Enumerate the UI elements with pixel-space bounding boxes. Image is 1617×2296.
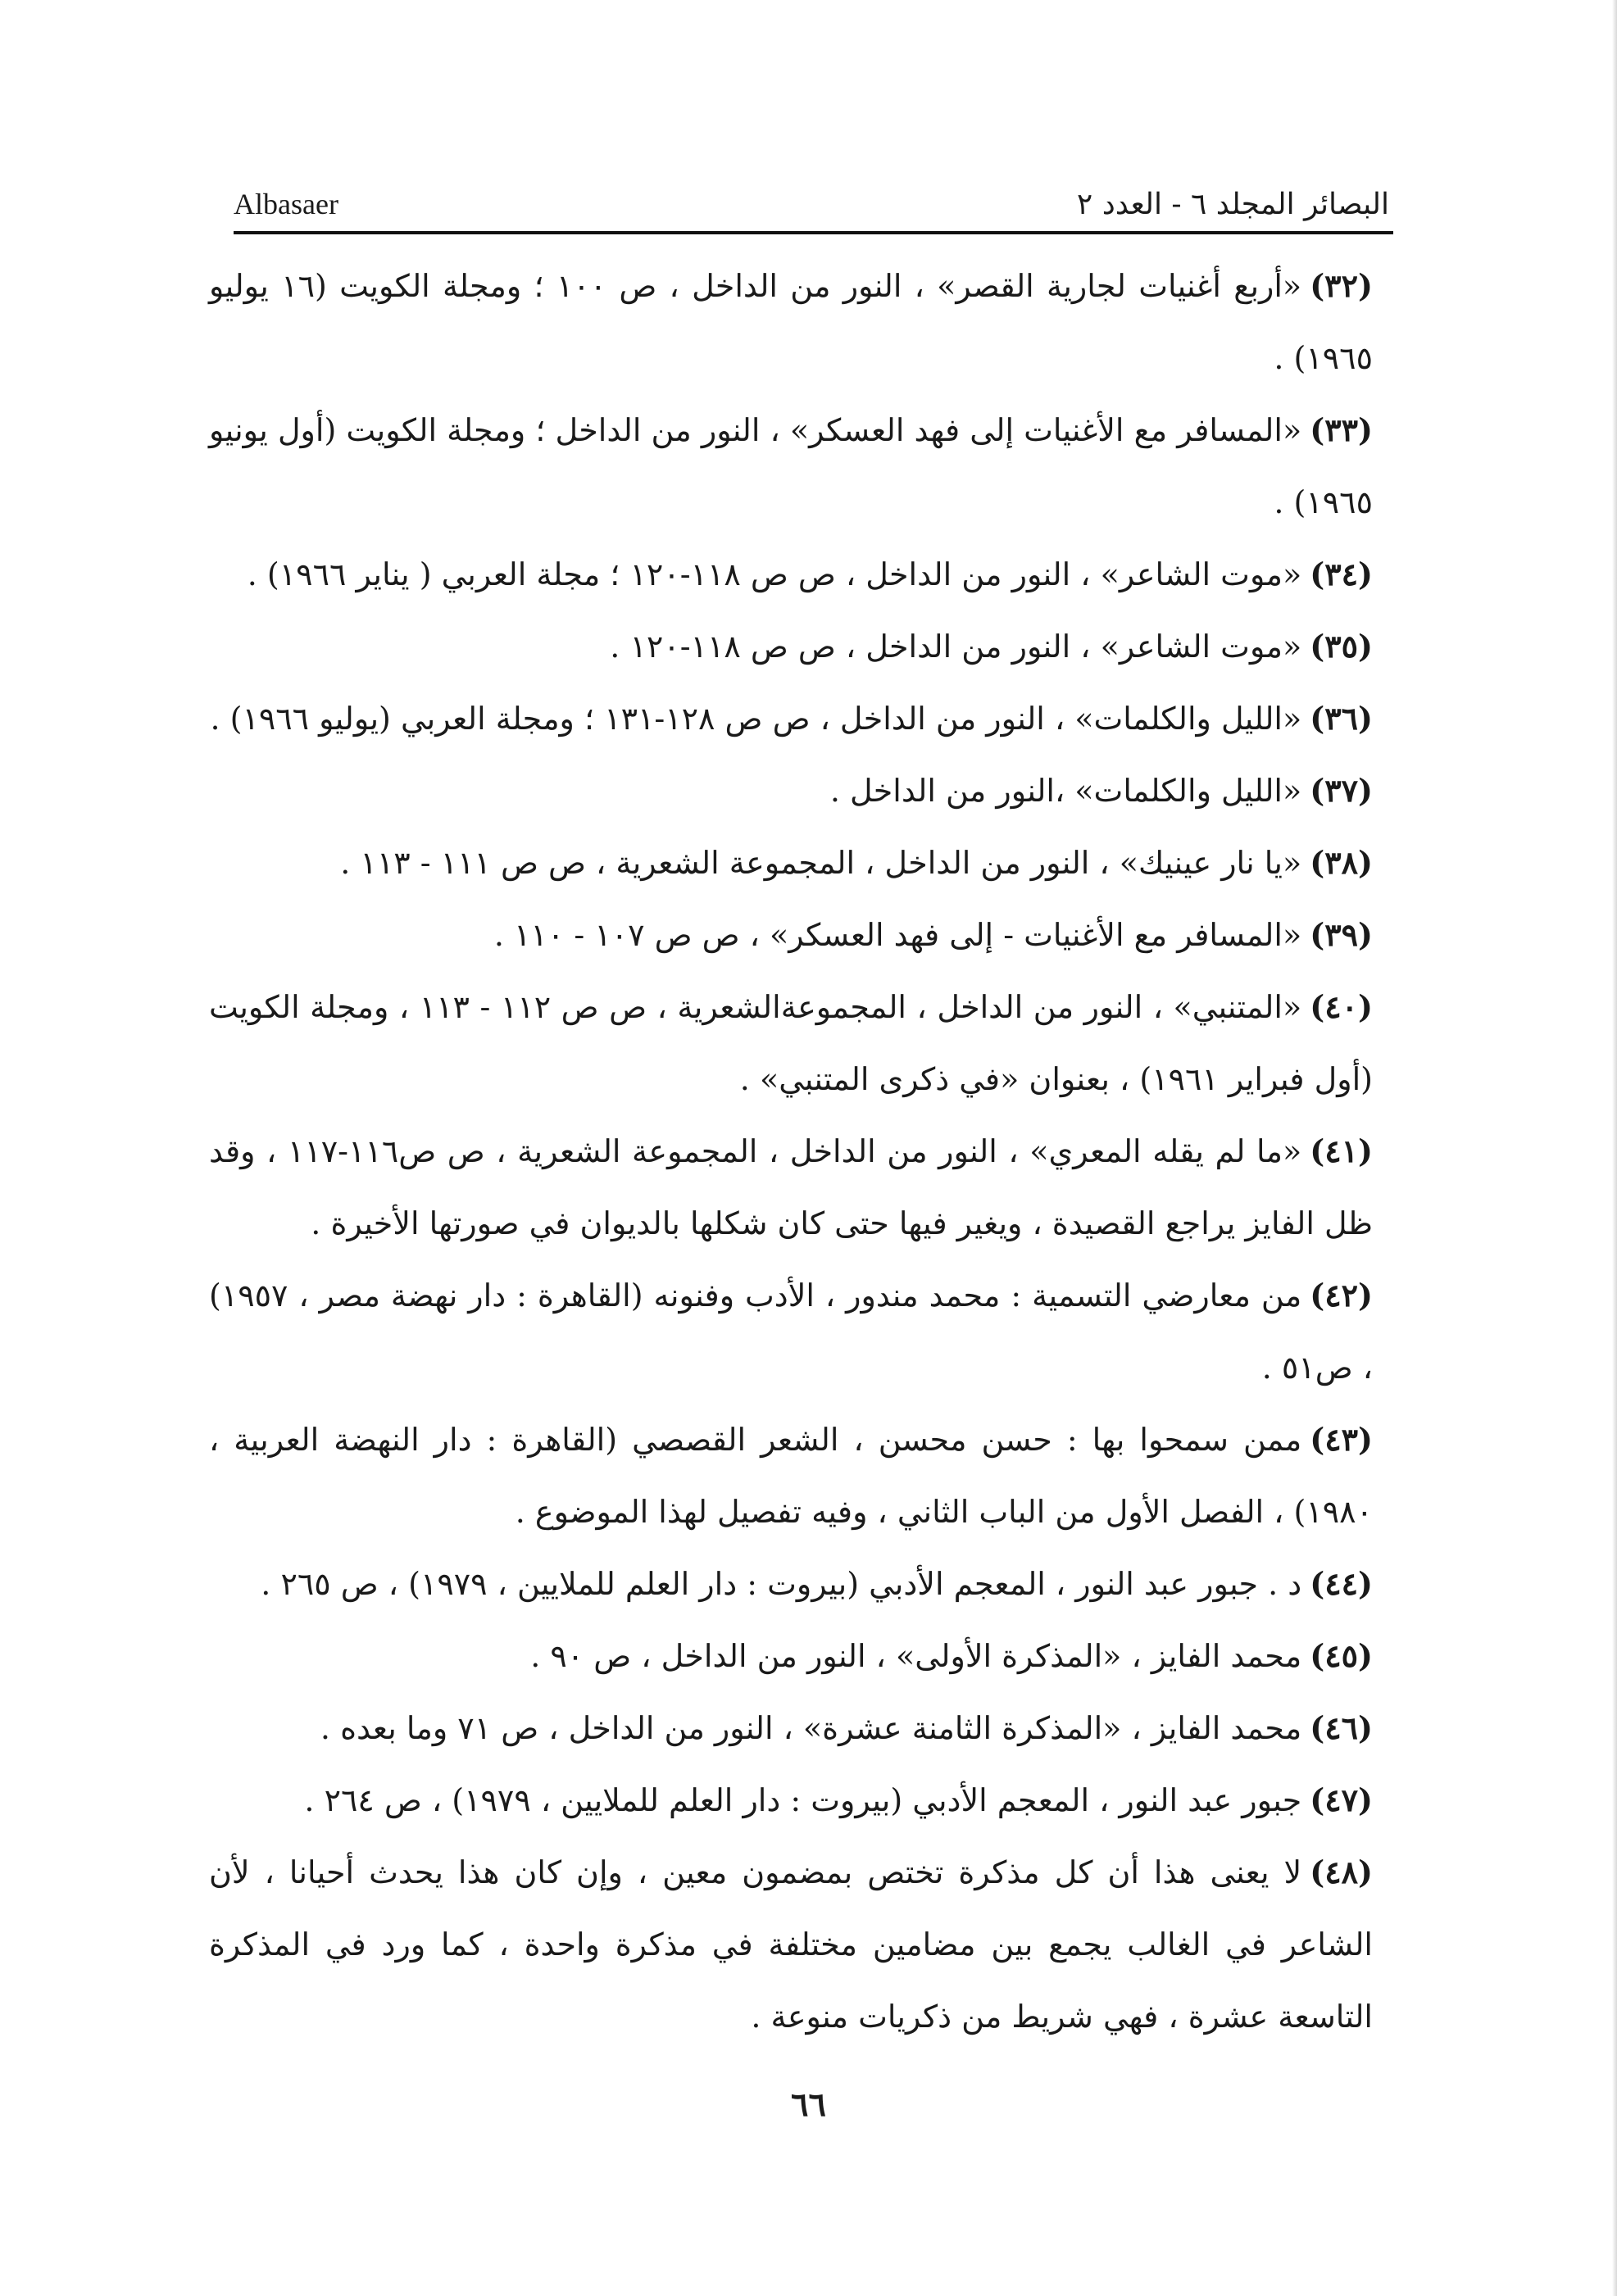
endnote — [209, 610, 1373, 683]
endnote-text: لا يعنى هذا أن كل مذكرة تختص بمضمون معين ، وإن كان هذا يحدث أحيانا ، لأن الشاعر في الغالب يجمع بين مضامين مختلفة في مذكرة واحدة ، كما ورد في المذكرة التاسعة عشرة ، فهي شريط من ذكريات منوعة . — [209, 1854, 1373, 2035]
endnote-number: (٣٣) — [1310, 411, 1373, 448]
endnote-text: «المسافر مع الأغنيات - إلى فهد العسكر» ، ص ص ١٠٧ - ١١٠ . — [493, 917, 1302, 953]
endnote-number: (٣٨) — [1310, 844, 1373, 881]
endnote — [209, 394, 1373, 538]
endnote-text: «المسافر مع الأغنيات إلى فهد العسكر» ، النور من الداخل ؛ ومجلة الكويت (أول يونيو ١٩٦٥) . — [208, 412, 1373, 520]
endnote — [209, 1620, 1373, 1692]
endnote — [209, 971, 1373, 1115]
endnote — [209, 538, 1373, 610]
endnote-number: (٣٤) — [1310, 556, 1373, 592]
endnote — [209, 250, 1373, 394]
endnote-number: (٤٤) — [1310, 1565, 1373, 1602]
header-journal-title: البصائر المجلد ٦ - العدد ٢ — [1076, 188, 1389, 221]
endnote-number: (٣٩) — [1310, 916, 1373, 953]
endnote — [209, 1259, 1373, 1404]
endnote-number: (٤٦) — [1310, 1709, 1373, 1746]
endnote — [209, 1836, 1373, 2053]
endnote-text: «الليل والكلمات» ، النور من الداخل ، ص ص ١٢٨-١٣١ ؛ ومجلة العربي (يوليو ١٩٦٦) . — [210, 701, 1302, 737]
endnote-number: (٤٢) — [1310, 1277, 1373, 1314]
scan-edge — [1612, 0, 1617, 2296]
endnote-text: «موت الشاعر» ، النور من الداخل ، ص ص ١١٨-١٢٠ . — [610, 628, 1302, 665]
endnote-text: من معارضي التسمية : محمد مندور ، الأدب وفنونه (القاهرة : دار نهضة مصر ، ١٩٥٧) ، ص٥١ . — [209, 1277, 1373, 1386]
endnote — [209, 1692, 1373, 1764]
endnote-text: جبور عبد النور ، المعجم الأدبي (بيروت : دار العلم للملايين ، ١٩٧٩) ، ص ٢٦٤ . — [304, 1782, 1302, 1818]
endnote-text: ممن سمحوا بها : حسن محسن ، الشعر القصصي (القاهرة : دار النهضة العربية ، ١٩٨٠) ، الفصل الأول من الباب الثاني ، وفيه تفصيل لهذا الموضوع . — [209, 1422, 1373, 1530]
running-header — [234, 164, 1389, 221]
endnote — [209, 899, 1373, 971]
endnote-text: محمد الفايز ، «المذكرة الأولى» ، النور من الداخل ، ص ٩٠ . — [530, 1638, 1302, 1674]
page-number: ٦٦ — [791, 2085, 826, 2124]
endnote-number: (٤٠) — [1310, 988, 1373, 1025]
endnote-number: (٣٢) — [1310, 267, 1373, 304]
endnote-text: «ما لم يقله المعري» ، النور من الداخل ، المجموعة الشعرية ، ص ص١١٦-١١٧ ، وقد ظل الفايز يراجع القصيدة ، ويغير فيها حتى كان شكلها بالديوان في صورتها الأخيرة . — [209, 1133, 1373, 1241]
endnote — [209, 1115, 1373, 1259]
header-rule — [234, 231, 1393, 234]
endnote-number: (٣٧) — [1310, 772, 1373, 809]
endnotes-list — [209, 250, 1373, 2053]
endnote — [209, 1764, 1373, 1836]
endnote-number: (٣٥) — [1310, 628, 1373, 665]
endnote-text: «موت الشاعر» ، النور من الداخل ، ص ص ١١٨-١٢٠ ؛ مجلة العربي ( يناير ١٩٦٦) . — [247, 556, 1302, 592]
endnote-number: (٤١) — [1310, 1132, 1373, 1169]
endnote — [209, 1404, 1373, 1548]
endnote — [209, 755, 1373, 827]
header-latin-title: Albasaer — [234, 188, 338, 220]
endnote-text: محمد الفايز ، «المذكرة الثامنة عشرة» ، النور من الداخل ، ص ٧١ وما بعده . — [320, 1710, 1302, 1746]
endnote-text: د . جبور عبد النور ، المعجم الأدبي (بيروت : دار العلم للملايين ، ١٩٧٩) ، ص ٢٦٥ . — [261, 1566, 1302, 1602]
endnote-number: (٤٧) — [1310, 1781, 1373, 1818]
endnote-text: «المتنبي» ، النور من الداخل ، المجموعةالشعرية ، ص ص ١١٢ - ١١٣ ، ومجلة الكويت (أول فبراير ١٩٦١) ، بعنوان «في ذكرى المتنبي» . — [209, 989, 1373, 1097]
endnote-number: (٤٣) — [1310, 1421, 1373, 1458]
endnote-number: (٣٦) — [1310, 700, 1373, 737]
endnote — [209, 1548, 1373, 1620]
endnote — [209, 683, 1373, 755]
endnote — [209, 827, 1373, 899]
endnote-number: (٤٨) — [1310, 1854, 1373, 1890]
endnote-number: (٤٥) — [1310, 1637, 1373, 1674]
endnote-text: «الليل والكلمات» ،النور من الداخل . — [829, 773, 1302, 809]
endnote-text: «يا نار عينيك» ، النور من الداخل ، المجموعة الشعرية ، ص ص ١١١ - ١١٣ . — [340, 845, 1302, 881]
endnote-text: «أربع أغنيات لجارية القصر» ، النور من الداخل ، ص ١٠٠ ؛ ومجلة الكويت (١٦ يوليو ١٩٦٥) . — [209, 268, 1373, 376]
